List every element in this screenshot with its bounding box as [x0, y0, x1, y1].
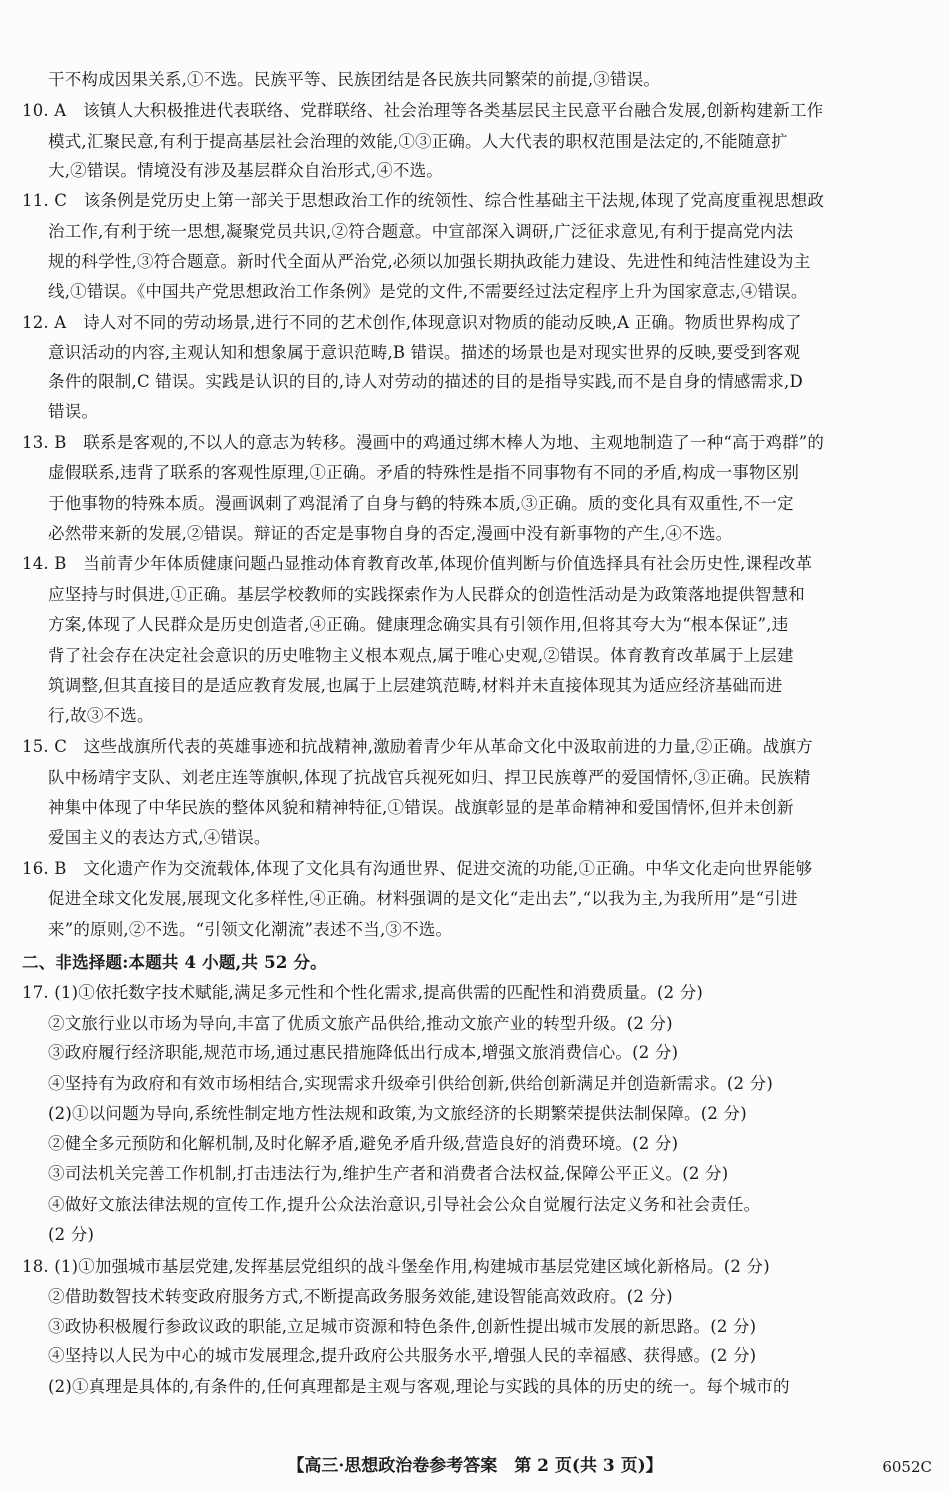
- text-line: (2)①以问题为导向,系统性制定地方性法规和政策,为文旅经济的长期繁荣提供法制保障。(2 分): [48, 1104, 747, 1123]
- text-line: ④做好文旅法律法规的宣传工作,提升公众法治意识,引导社会公众自觉履行法定义务和社会责任。: [48, 1195, 761, 1214]
- text-line: 线,①错误。《中国共产党思想政治工作条例》是党的文件,不需要经过法定程序上升为国家意志,④错误。: [48, 282, 808, 301]
- text-line: ③政协积极履行参政议政的职能,立足城市资源和特色条件,创新性提出城市发展的新思路。(2 分): [48, 1317, 757, 1336]
- question-line: 16. B 文化遗产作为交流载体,体现了文化具有沟通世界、促进交流的功能,①正确。中华文化走向世界能够: [22, 859, 813, 878]
- text-line: ③政府履行经济职能,规范市场,通过惠民措施降低出行成本,增强文旅消费信心。(2 分): [48, 1043, 679, 1062]
- page-footer-title: 【高三·思想政治卷参考答案 第 2 页(共 3 页)】: [287, 1456, 663, 1476]
- text-line: (2)①真理是具体的,有条件的,任何真理都是主观与客观,理论与实践的具体的历史的统一。每个城市的: [48, 1377, 790, 1396]
- text-line: 背了社会存在决定社会意识的历史唯物主义根本观点,属于唯心史观,②错误。体育教育改革属于上层建: [48, 646, 794, 665]
- text-line: 模式,汇聚民意,有利于提高基层社会治理的效能,①③正确。人大代表的职权范围是法定的,不能随意扩: [48, 132, 788, 151]
- text-line: ④坚持以人民为中心的城市发展理念,提升政府公共服务水平,增强人民的幸福感、获得感。(2 分): [48, 1346, 757, 1365]
- text-line: 筑调整,但其直接目的是适应教育发展,也属于上层建筑范畴,材料并未直接体现其为适应经济基础而进: [48, 676, 783, 695]
- question-line: 12. A 诗人对不同的劳动场景,进行不同的艺术创作,体现意识对物质的能动反映,A 正确。物质世界构成了: [22, 313, 802, 332]
- text-line: 干不构成因果关系,①不选。民族平等、民族团结是各民族共同繁荣的前提,③错误。: [48, 70, 661, 89]
- text-line: ③司法机关完善工作机制,打击违法行为,维护生产者和消费者合法权益,保障公平正义。(2 分): [48, 1164, 729, 1183]
- text-line: 行,故③不选。: [48, 706, 154, 725]
- text-line: 虚假联系,违背了联系的客观性原理,①正确。矛盾的特殊性是指不同事物有不同的矛盾,构成一事物区别: [48, 463, 800, 482]
- text-line: ②健全多元预防和化解机制,及时化解矛盾,避免矛盾升级,营造良好的消费环境。(2 分): [48, 1134, 679, 1153]
- text-line: 大,②错误。情境没有涉及基层群众自治形式,④不选。: [48, 161, 443, 180]
- text-line: 队中杨靖宇支队、刘老庄连等旗帜,体现了抗战官兵视死如归、捍卫民族尊严的爱国情怀,③正确。民族精: [48, 768, 811, 787]
- text-line: 应坚持与时俱进,①正确。基层学校教师的实践探索作为人民群众的创造性活动是为政策落地提供智慧和: [48, 585, 805, 604]
- document-code: 6052C: [882, 1458, 932, 1476]
- text-line: 方案,体现了人民群众是历史创造者,④正确。健康理念确实具有引领作用,但将其夸大为“根本保证”,违: [48, 615, 789, 634]
- text-line: 来”的原则,②不选。“引领文化潮流”表述不当,③不选。: [48, 920, 453, 939]
- text-line: ②借助数智技术转变政府服务方式,不断提高政务服务效能,建设智能高效政府。(2 分): [48, 1287, 673, 1306]
- question-line: 18. (1)①加强城市基层党建,发挥基层党组织的战斗堡垒作用,构建城市基层党建区域化新格局。(2 分): [22, 1257, 770, 1276]
- text-line: 错误。: [48, 402, 99, 421]
- text-line: 爱国主义的表达方式,④错误。: [48, 828, 271, 847]
- text-line: 条件的限制,C 错误。实践是认识的目的,诗人对劳动的描述的目的是指导实践,而不是自身的情感需求,D: [48, 372, 803, 391]
- question-line: 15. C 这些战旗所代表的英雄事迹和抗战精神,激励着青少年从革命文化中汲取前进的力量,②正确。战旗方: [22, 737, 813, 756]
- question-line: 11. C 该条例是党历史上第一部关于思想政治工作的统领性、综合性基础主干法规,体现了党高度重视思想政: [22, 191, 825, 210]
- question-line: 10. A 该镇人大积极推进代表联络、党群联络、社会治理等各类基层民主民意平台融合发展,创新构建新工作: [22, 101, 824, 120]
- text-line: 必然带来新的发展,②错误。辩证的否定是事物自身的否定,漫画中没有新事物的产生,④不选。: [48, 524, 733, 543]
- text-line: ②文旅行业以市场为导向,丰富了优质文旅产品供给,推动文旅产业的转型升级。(2 分): [48, 1014, 673, 1033]
- question-line: 14. B 当前青少年体质健康问题凸显推动体育教育改革,体现价值判断与价值选择具有社会历史性,课程改革: [22, 554, 813, 573]
- text-line: 规的科学性,③符合题意。新时代全面从严治党,必须以加强长期执政能力建设、先进性和纯洁性建设为主: [48, 252, 811, 271]
- text-line: 于他事物的特殊本质。漫画讽刺了鸡混淆了自身与鹤的特殊本质,③正确。质的变化具有双重性,不一定: [48, 494, 794, 513]
- question-line: 17. (1)①依托数字技术赋能,满足多元性和个性化需求,提高供需的匹配性和消费质量。(2 分): [22, 983, 704, 1002]
- question-line: 13. B 联系是客观的,不以人的意志为转移。漫画中的鸡通过绑木棒人为地、主观地制造了一种“高于鸡群”的: [22, 433, 825, 452]
- text-line: (2 分): [48, 1225, 95, 1244]
- text-line: 意识活动的内容,主观认知和想象属于意识范畴,B 错误。描述的场景也是对现实世界的反映,要受到客观: [48, 343, 801, 362]
- text-line: ④坚持有为政府和有效市场相结合,实现需求升级牵引供给创新,供给创新满足并创造新需求。(2 分): [48, 1074, 774, 1093]
- text-line: 促进全球文化发展,展现文化多样性,④正确。材料强调的是文化“走出去”,“以我为主,为我所用”是“引进: [48, 889, 798, 908]
- text-line: 神集中体现了中华民族的整体风貌和精神特征,①错误。战旗彰显的是革命精神和爱国情怀,但并未创新: [48, 798, 794, 817]
- text-line: 治工作,有利于统一思想,凝聚党员共识,②符合题意。中宣部深入调研,广泛征求意见,有利于提高党内法: [48, 222, 794, 241]
- question-line: 二、非选择题:本题共 4 小题,共 52 分。: [22, 953, 327, 972]
